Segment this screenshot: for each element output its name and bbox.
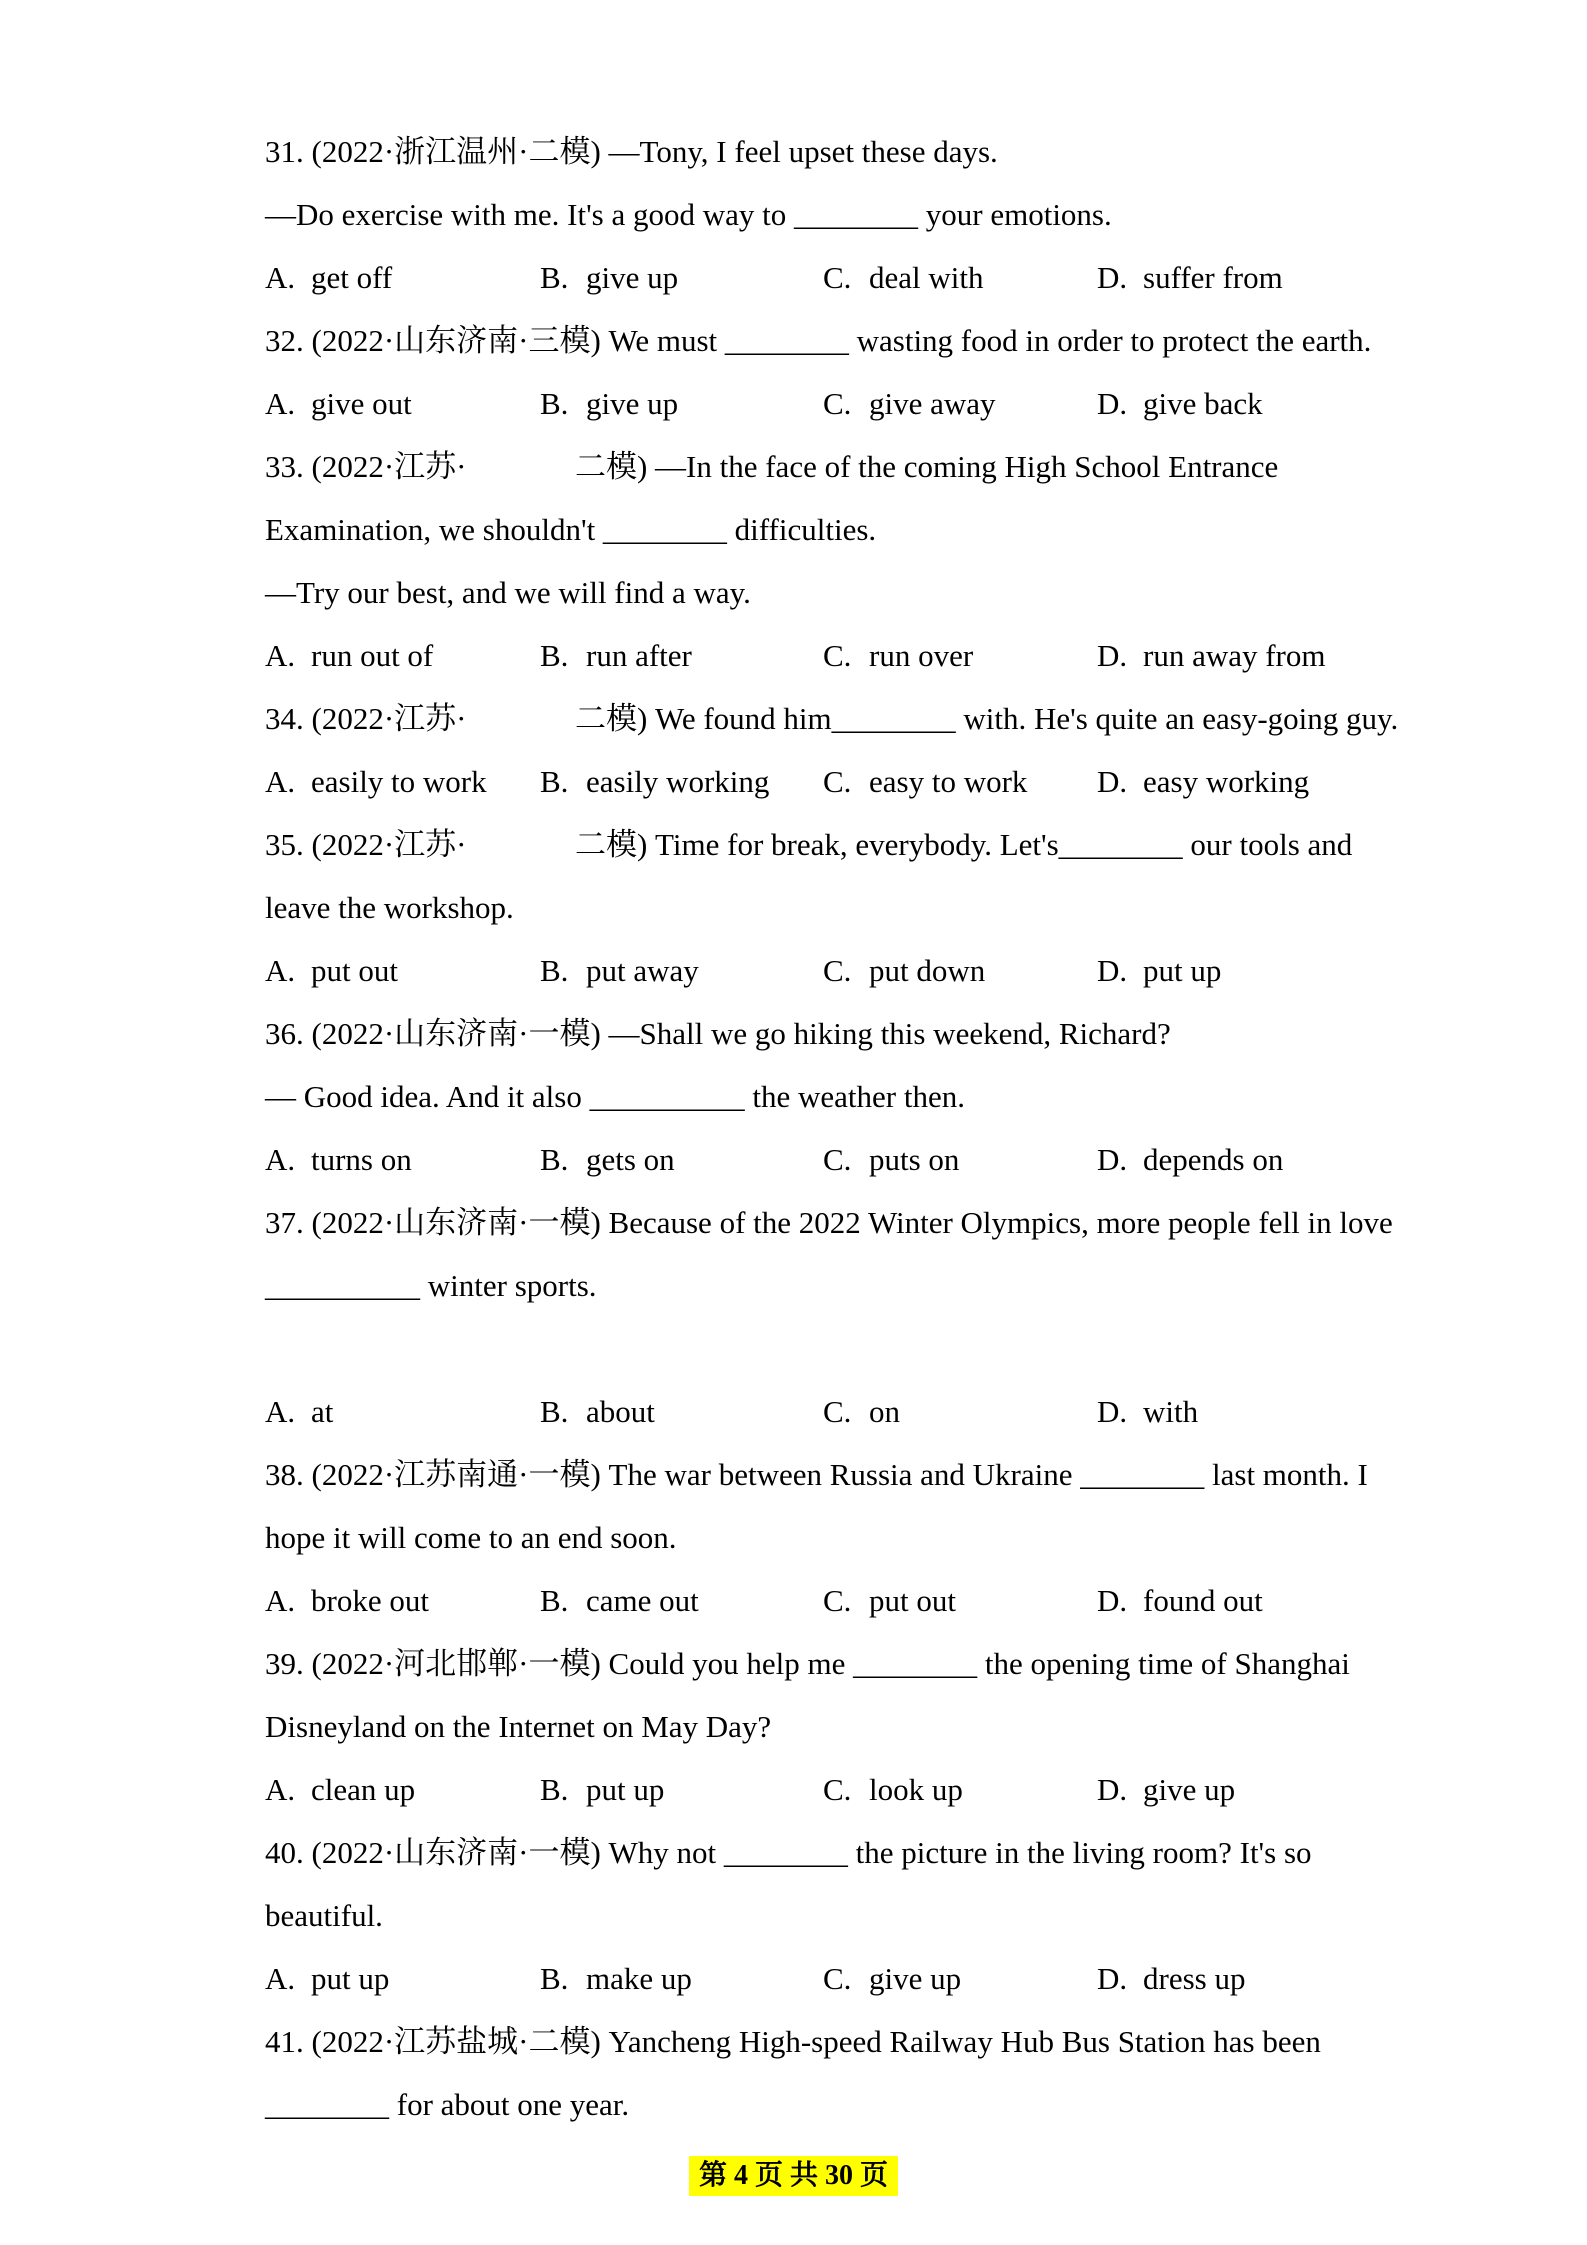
- q31-option-b-letter: B.: [540, 260, 569, 295]
- q40-option-d-letter: D.: [1097, 1961, 1128, 1996]
- q36-option-d-letter: D.: [1097, 1142, 1128, 1177]
- q34-option-b-letter: B.: [540, 764, 569, 799]
- q36-option-a: [265, 1128, 412, 1191]
- q34-option-c-text: easy to work: [869, 764, 1028, 799]
- q39-option-a-text: clean up: [311, 1772, 416, 1807]
- q36-option-a-letter: A.: [265, 1142, 296, 1177]
- q40-line-1: 40. (2022·山东济南·一模) Why not ________ the picture in the living room? It's so: [265, 1835, 1312, 1870]
- q39-option-a: [265, 1758, 415, 1821]
- q33-option-b: [540, 624, 692, 687]
- q38-option-b-letter: B.: [540, 1583, 569, 1618]
- q31-option-c-letter: C.: [823, 260, 852, 295]
- q40-option-a-letter: A.: [265, 1961, 296, 1996]
- q38-option-b: [540, 1569, 699, 1632]
- q37-line-1: 37. (2022·山东济南·一模) Because of the 2022 Winter Olympics, more people fell in love: [265, 1205, 1393, 1240]
- q34-line-1: 34. (2022·江苏· 二模) We found him________ with. He's quite an easy-going guy.: [265, 701, 1399, 736]
- q35-option-c-letter: C.: [823, 953, 852, 988]
- q33-line-1: 33. (2022·江苏· 二模) —In the face of the coming High School Entrance: [265, 449, 1279, 484]
- q32-line-1: 32. (2022·山东济南·三模) We must ________ wasting food in order to protect the earth.: [265, 323, 1372, 358]
- q31-option-a-letter: A.: [265, 260, 296, 295]
- q38-option-a-text: broke out: [311, 1583, 429, 1618]
- q33-option-d-letter: D.: [1097, 638, 1128, 673]
- q33-option-c-letter: C.: [823, 638, 852, 673]
- q35-options: [265, 939, 1385, 1002]
- q38-option-c-letter: C.: [823, 1583, 852, 1618]
- q35-option-a-text: put out: [311, 953, 398, 988]
- q31-option-b-text: give up: [586, 260, 679, 295]
- q38-option-d: [1097, 1569, 1263, 1632]
- q39-option-c-letter: C.: [823, 1772, 852, 1807]
- q40-option-b-text: make up: [586, 1961, 692, 1996]
- q37-option-a: [265, 1380, 333, 1443]
- q34-option-a: [265, 750, 487, 813]
- q40-option-b-letter: B.: [540, 1961, 569, 1996]
- q36-line-1: 36. (2022·山东济南·一模) —Shall we go hiking this weekend, Richard?: [265, 1016, 1171, 1051]
- q37-option-b: [540, 1380, 655, 1443]
- q40-option-a: [265, 1947, 389, 2010]
- q31-option-d: [1097, 246, 1283, 309]
- q36-option-b-text: gets on: [586, 1142, 675, 1177]
- q39-option-d-text: give up: [1143, 1772, 1236, 1807]
- q37-option-b-text: about: [586, 1394, 655, 1429]
- q32-options: [265, 372, 1385, 435]
- q31-option-c: [823, 246, 984, 309]
- q35-option-d-letter: D.: [1097, 953, 1128, 988]
- q40-option-c-text: give up: [869, 1961, 962, 1996]
- q33-option-d: [1097, 624, 1326, 687]
- q33-option-c: [823, 624, 973, 687]
- q36-options: [265, 1128, 1385, 1191]
- q39-option-d-letter: D.: [1097, 1772, 1128, 1807]
- q39-option-b: [540, 1758, 664, 1821]
- q34-option-a-text: easily to work: [311, 764, 487, 799]
- q37-option-a-letter: A.: [265, 1394, 296, 1429]
- q31-option-c-text: deal with: [869, 260, 984, 295]
- q36-option-c-letter: C.: [823, 1142, 852, 1177]
- q39-option-b-text: put up: [586, 1772, 665, 1807]
- q38-option-a: [265, 1569, 429, 1632]
- q37-option-d-text: with: [1143, 1394, 1199, 1429]
- q40-option-c: [823, 1947, 961, 2010]
- q37-option-c-letter: C.: [823, 1394, 852, 1429]
- q32-option-c-letter: C.: [823, 386, 852, 421]
- q36-option-a-text: turns on: [311, 1142, 412, 1177]
- q33-option-a-text: run out of: [311, 638, 434, 673]
- q35-option-d-text: put up: [1143, 953, 1222, 988]
- q33-options: [265, 624, 1385, 687]
- q32-option-b-text: give up: [586, 386, 679, 421]
- q33-option-c-text: run over: [869, 638, 974, 673]
- q34-option-d: [1097, 750, 1309, 813]
- q40-option-c-letter: C.: [823, 1961, 852, 1996]
- q32-option-a-letter: A.: [265, 386, 296, 421]
- q33-option-d-text: run away from: [1143, 638, 1326, 673]
- q34-option-b: [540, 750, 769, 813]
- page-footer: [0, 2156, 1587, 2196]
- q38-options: [265, 1569, 1385, 1632]
- page-number-badge: 第 4 页 共 30 页: [689, 2156, 898, 2196]
- q37-line-2: __________ winter sports.: [265, 1268, 597, 1303]
- q37-option-d-letter: D.: [1097, 1394, 1128, 1429]
- q32-option-a-text: give out: [311, 386, 412, 421]
- q37-options: [265, 1380, 1385, 1443]
- q40-line-2: beautiful.: [265, 1898, 383, 1933]
- q38-option-b-text: came out: [586, 1583, 699, 1618]
- q33-option-b-letter: B.: [540, 638, 569, 673]
- q34-options: [265, 750, 1385, 813]
- q37-option-a-text: at: [311, 1394, 334, 1429]
- q36-option-d-text: depends on: [1143, 1142, 1284, 1177]
- q31-option-b: [540, 246, 678, 309]
- q38-option-c-text: put out: [869, 1583, 956, 1618]
- q31-line-2: —Do exercise with me. It's a good way to ________ your emotions.: [265, 197, 1112, 232]
- q32-option-b-letter: B.: [540, 386, 569, 421]
- q38-line-2: hope it will come to an end soon.: [265, 1520, 677, 1555]
- q31-option-a: [265, 246, 392, 309]
- q39-option-a-letter: A.: [265, 1772, 296, 1807]
- q36-option-d: [1097, 1128, 1283, 1191]
- q38-option-c: [823, 1569, 956, 1632]
- q32-option-b: [540, 372, 678, 435]
- q31-option-a-text: get off: [311, 260, 393, 295]
- q32-option-c: [823, 372, 996, 435]
- q40-options: [265, 1947, 1385, 2010]
- q41-line-2: ________ for about one year.: [265, 2087, 630, 2122]
- q33-option-a: [265, 624, 433, 687]
- q33-line-2: Examination, we shouldn't ________ difficulties.: [265, 512, 877, 547]
- q32-option-a: [265, 372, 412, 435]
- q35-option-a-letter: A.: [265, 953, 296, 988]
- q32-option-d: [1097, 372, 1263, 435]
- q40-option-d-text: dress up: [1143, 1961, 1246, 1996]
- q32-option-d-text: give back: [1143, 386, 1263, 421]
- q31-option-d-letter: D.: [1097, 260, 1128, 295]
- q39-option-d: [1097, 1758, 1235, 1821]
- q39-line-2: Disneyland on the Internet on May Day?: [265, 1709, 772, 1744]
- q36-option-b-letter: B.: [540, 1142, 569, 1177]
- q39-line-1: 39. (2022·河北邯郸·一模) Could you help me ________ the opening time of Shanghai: [265, 1646, 1350, 1681]
- blank-line: [265, 1317, 1385, 1380]
- q36-option-c-text: puts on: [869, 1142, 960, 1177]
- q35-option-d: [1097, 939, 1221, 1002]
- q34-option-a-letter: A.: [265, 764, 296, 799]
- q34-option-d-text: easy working: [1143, 764, 1310, 799]
- q35-option-b-letter: B.: [540, 953, 569, 988]
- document-content: [265, 120, 1399, 2136]
- q35-line-1: 35. (2022·江苏· 二模) Time for break, everybody. Let's________ our tools and: [265, 827, 1353, 862]
- q40-option-b: [540, 1947, 692, 2010]
- q34-option-c-letter: C.: [823, 764, 852, 799]
- q31-option-d-text: suffer from: [1143, 260, 1283, 295]
- q35-option-c-text: put down: [869, 953, 986, 988]
- q35-line-2: leave the workshop.: [265, 890, 514, 925]
- q33-line-3: —Try our best, and we will find a way.: [265, 575, 751, 610]
- q33-option-a-letter: A.: [265, 638, 296, 673]
- q34-option-d-letter: D.: [1097, 764, 1128, 799]
- q36-line-2: — Good idea. And it also __________ the weather then.: [265, 1079, 965, 1114]
- q35-option-a: [265, 939, 398, 1002]
- q33-option-b-text: run after: [586, 638, 692, 673]
- q31-line-1: 31. (2022·浙江温州·二模) —Tony, I feel upset these days.: [265, 134, 998, 169]
- q39-option-c: [823, 1758, 963, 1821]
- q38-line-1: 38. (2022·江苏南通·一模) The war between Russia and Ukraine ________ last month. I: [265, 1457, 1368, 1492]
- q37-option-d: [1097, 1380, 1198, 1443]
- q38-option-a-letter: A.: [265, 1583, 296, 1618]
- q38-option-d-text: found out: [1143, 1583, 1263, 1618]
- q41-line-1: 41. (2022·江苏盐城·二模) Yancheng High-speed Railway Hub Bus Station has been: [265, 2024, 1321, 2059]
- q38-option-d-letter: D.: [1097, 1583, 1128, 1618]
- q40-option-d: [1097, 1947, 1245, 2010]
- q34-option-b-text: easily working: [586, 764, 770, 799]
- q39-option-b-letter: B.: [540, 1772, 569, 1807]
- q39-option-c-text: look up: [869, 1772, 963, 1807]
- q35-option-c: [823, 939, 985, 1002]
- q32-option-d-letter: D.: [1097, 386, 1128, 421]
- q34-option-c: [823, 750, 1027, 813]
- q31-options: [265, 246, 1385, 309]
- q36-option-c: [823, 1128, 959, 1191]
- q35-option-b-text: put away: [586, 953, 699, 988]
- q40-option-a-text: put up: [311, 1961, 390, 1996]
- q32-option-c-text: give away: [869, 386, 996, 421]
- q37-option-c: [823, 1380, 900, 1443]
- q35-option-b: [540, 939, 699, 1002]
- q36-option-b: [540, 1128, 675, 1191]
- q37-option-c-text: on: [869, 1394, 900, 1429]
- q39-options: [265, 1758, 1385, 1821]
- q37-option-b-letter: B.: [540, 1394, 569, 1429]
